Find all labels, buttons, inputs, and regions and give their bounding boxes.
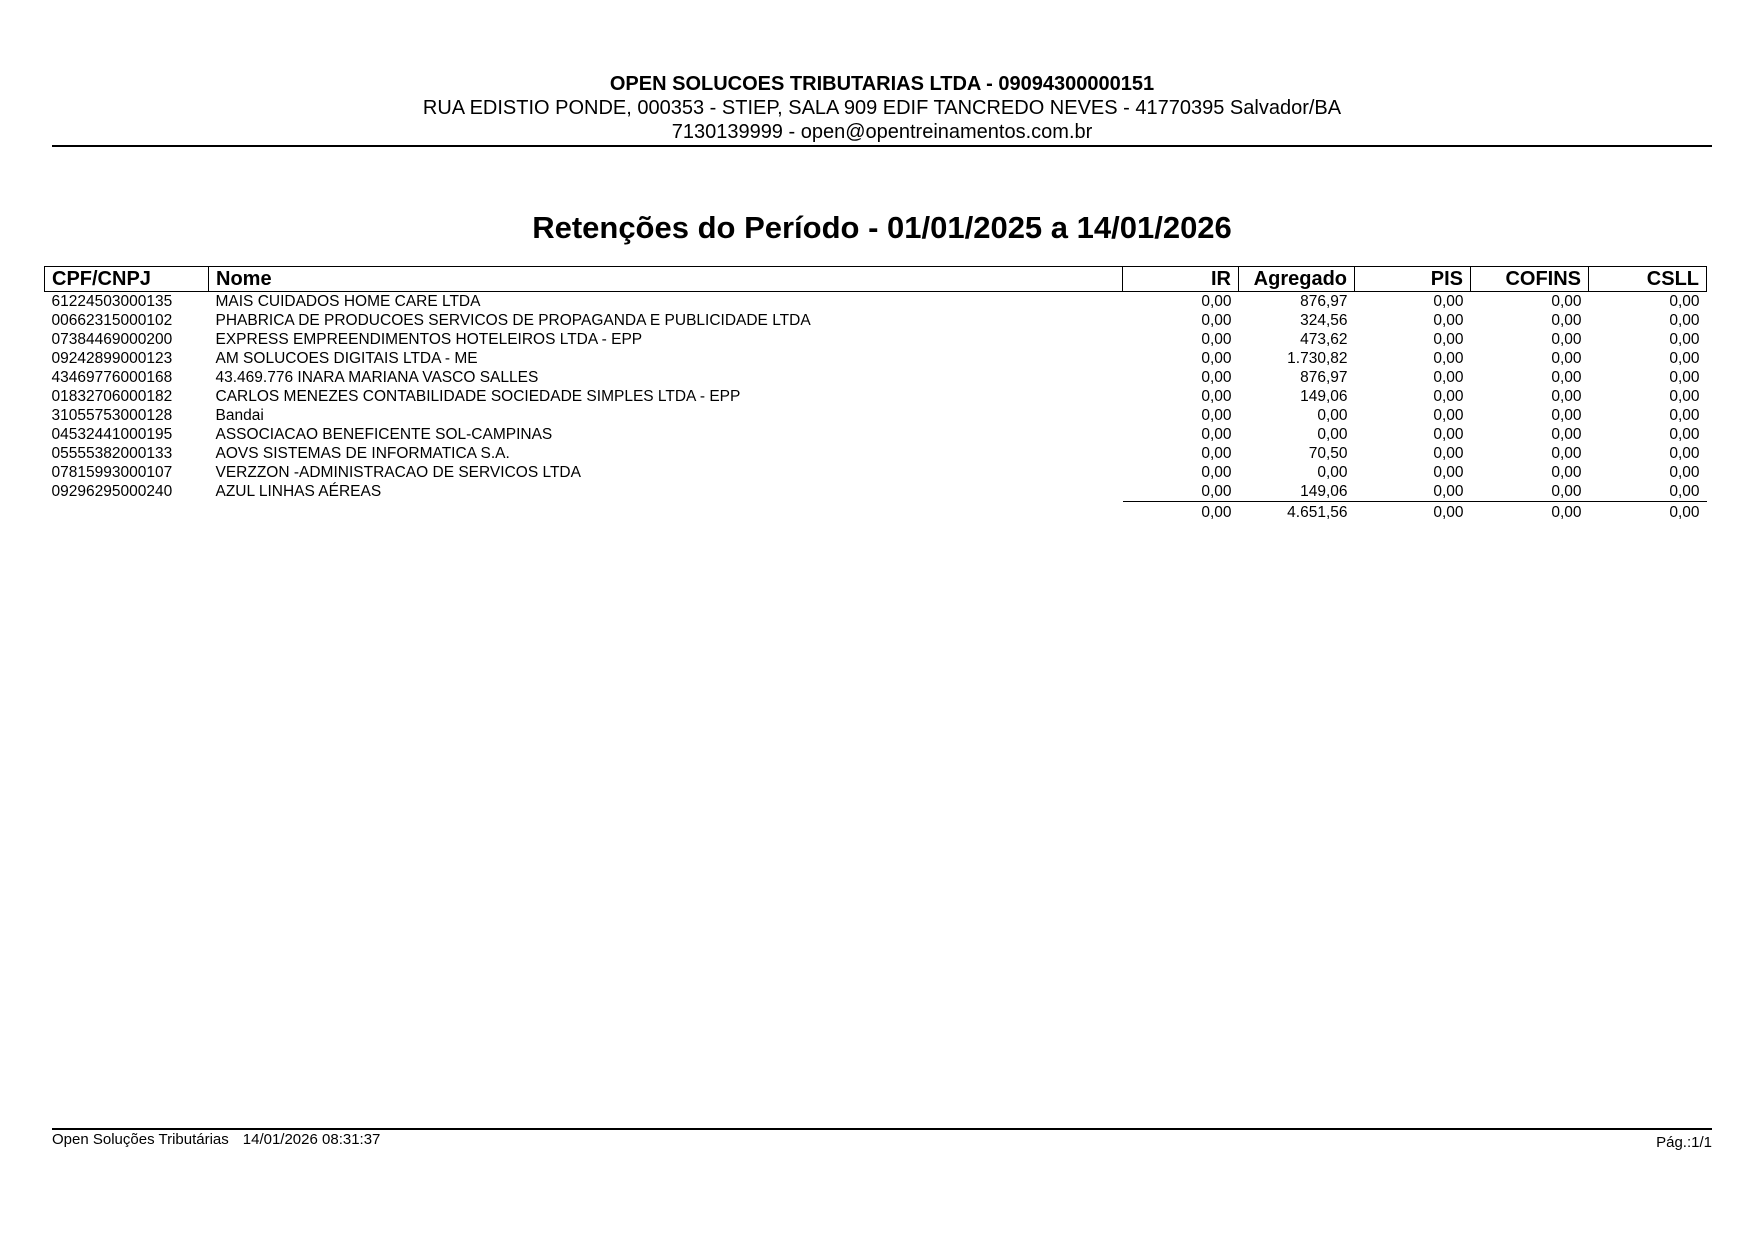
cell-nome: MAIS CUIDADOS HOME CARE LTDA bbox=[215, 293, 481, 310]
cell-csll: 0,00 bbox=[1669, 445, 1700, 462]
cell-cofins: 0,00 bbox=[1551, 369, 1582, 386]
cell-agregado: 876,97 bbox=[1300, 293, 1348, 310]
total-cofins: 0,00 bbox=[1551, 504, 1582, 521]
company-name: OPEN SOLUCOES TRIBUTARIAS LTDA - 09094300000151 bbox=[609, 73, 1155, 95]
cell-cofins: 0,00 bbox=[1551, 350, 1582, 367]
cell-ir: 0,00 bbox=[1123, 482, 1239, 502]
cell-nome: PHABRICA DE PRODUCOES SERVICOS DE PROPAGANDA E PUBLICIDADE LTDA bbox=[215, 312, 811, 329]
cell-csll: 0,00 bbox=[1669, 369, 1700, 386]
cell-agregado: 0,00 bbox=[1317, 407, 1348, 424]
table-row bbox=[45, 349, 1707, 368]
cell-ir: 0,00 bbox=[1201, 293, 1232, 310]
cell-ir: 0,00 bbox=[1201, 426, 1232, 443]
cell-pis: 0,00 bbox=[1433, 426, 1464, 443]
table-row bbox=[45, 330, 1707, 349]
cell-cpf-cnpj: 09296295000240 bbox=[51, 483, 173, 501]
cell-agregado: 70,50 bbox=[1308, 445, 1348, 462]
column-header-nome: Nome bbox=[209, 267, 1123, 292]
cell-ir: 0,00 bbox=[1201, 445, 1232, 462]
cell-nome: 43.469.776 INARA MARIANA VASCO SALLES bbox=[215, 369, 539, 386]
cell-cofins: 0,00 bbox=[1551, 331, 1582, 348]
cell-ir: 0,00 bbox=[1201, 388, 1232, 405]
table-header-row bbox=[45, 267, 1707, 292]
cell-csll: 0,00 bbox=[1669, 407, 1700, 424]
cell-nome: AZUL LINHAS AÉREAS bbox=[215, 483, 382, 501]
page-number: Pág.:1/1 bbox=[1656, 1134, 1712, 1151]
cell-agregado: 473,62 bbox=[1300, 331, 1348, 348]
report-title: Retenções do Período - 01/01/2025 a 14/01/2026 bbox=[532, 210, 1232, 245]
report-footer bbox=[52, 1131, 380, 1149]
cell-pis: 0,00 bbox=[1433, 388, 1464, 405]
cell-pis: 0,00 bbox=[1433, 407, 1464, 424]
company-address: RUA EDISTIO PONDE, 000353 - STIEP, SALA 909 EDIF TANCREDO NEVES - 41770395 Salvador/BA bbox=[422, 97, 1342, 119]
cell-cofins: 0,00 bbox=[1551, 388, 1582, 405]
cell-ir: 0,00 bbox=[1201, 369, 1232, 386]
cell-pis: 0,00 bbox=[1433, 464, 1464, 481]
cell-ir: 0,00 bbox=[1201, 312, 1232, 329]
table-row bbox=[45, 444, 1707, 463]
cell-ir: 0,00 bbox=[1201, 464, 1232, 481]
cell-cpf-cnpj: 07384469000200 bbox=[51, 331, 173, 348]
total-pis: 0,00 bbox=[1433, 504, 1464, 521]
cell-nome: Bandai bbox=[215, 407, 264, 424]
cell-agregado: 324,56 bbox=[1300, 312, 1348, 329]
table-row bbox=[45, 387, 1707, 406]
header-divider bbox=[52, 145, 1712, 147]
cell-agregado: 0,00 bbox=[1317, 464, 1348, 481]
cell-csll: 0,00 bbox=[1669, 350, 1700, 367]
cell-cofins: 0,00 bbox=[1551, 426, 1582, 443]
cell-cofins: 0,00 bbox=[1551, 464, 1582, 481]
cell-agregado: 0,00 bbox=[1317, 426, 1348, 443]
cell-cpf-cnpj: 31055753000128 bbox=[51, 407, 173, 424]
totals-spacer bbox=[209, 502, 1123, 523]
cell-nome: ASSOCIACAO BENEFICENTE SOL-CAMPINAS bbox=[215, 426, 553, 443]
cell-pis: 0,00 bbox=[1433, 293, 1464, 310]
table-row bbox=[45, 406, 1707, 425]
table-row bbox=[45, 482, 1707, 502]
table-row bbox=[45, 311, 1707, 330]
cell-cpf-cnpj: 07815993000107 bbox=[51, 464, 173, 481]
cell-agregado: 149,06 bbox=[1300, 388, 1348, 405]
cell-pis: 0,00 bbox=[1433, 312, 1464, 329]
column-header-agregado: Agregado bbox=[1239, 267, 1355, 292]
totals-row bbox=[45, 502, 1707, 523]
cell-pis: 0,00 bbox=[1433, 369, 1464, 386]
cell-csll: 0,00 bbox=[1669, 426, 1700, 443]
cell-csll: 0,00 bbox=[1669, 331, 1700, 348]
cell-nome: VERZZON -ADMINISTRACAO DE SERVICOS LTDA bbox=[215, 464, 581, 481]
cell-nome: AOVS SISTEMAS DE INFORMATICA S.A. bbox=[215, 445, 510, 462]
table-row bbox=[45, 463, 1707, 482]
cell-agregado: 149,06 bbox=[1239, 482, 1355, 502]
cell-cofins: 0,00 bbox=[1551, 312, 1582, 329]
cell-nome: CARLOS MENEZES CONTABILIDADE SOCIEDADE SIMPLES LTDA - EPP bbox=[215, 388, 741, 405]
cell-cpf-cnpj: 09242899000123 bbox=[51, 350, 173, 367]
cell-csll: 0,00 bbox=[1669, 312, 1700, 329]
column-header-pis: PIS bbox=[1355, 267, 1471, 292]
cell-cofins: 0,00 bbox=[1551, 407, 1582, 424]
company-contact: 7130139999 - open@opentreinamentos.com.br bbox=[671, 121, 1093, 143]
cell-ir: 0,00 bbox=[1201, 331, 1232, 348]
cell-csll: 0,00 bbox=[1589, 482, 1707, 502]
cell-nome: EXPRESS EMPREENDIMENTOS HOTELEIROS LTDA - EPP bbox=[215, 331, 643, 348]
cell-csll: 0,00 bbox=[1669, 388, 1700, 405]
totals-spacer bbox=[45, 502, 209, 523]
cell-pis: 0,00 bbox=[1433, 331, 1464, 348]
cell-ir: 0,00 bbox=[1201, 350, 1232, 367]
cell-cofins: 0,00 bbox=[1471, 482, 1589, 502]
cell-pis: 0,00 bbox=[1433, 445, 1464, 462]
cell-cpf-cnpj: 00662315000102 bbox=[51, 312, 173, 329]
footer-divider bbox=[52, 1128, 1712, 1130]
cell-cpf-cnpj: 04532441000195 bbox=[51, 426, 173, 443]
cell-cpf-cnpj: 05555382000133 bbox=[51, 445, 173, 462]
total-csll: 0,00 bbox=[1669, 504, 1700, 521]
table-row bbox=[45, 368, 1707, 387]
column-header-cofins: COFINS bbox=[1471, 267, 1589, 292]
cell-agregado: 876,97 bbox=[1300, 369, 1348, 386]
report-header bbox=[52, 72, 1712, 144]
cell-pis: 0,00 bbox=[1355, 482, 1471, 502]
column-header-csll: CSLL bbox=[1589, 267, 1707, 292]
column-header-cpf-cnpj: CPF/CNPJ bbox=[45, 267, 209, 292]
cell-cpf-cnpj: 43469776000168 bbox=[51, 369, 173, 386]
table-body bbox=[45, 292, 1707, 523]
cell-csll: 0,00 bbox=[1669, 464, 1700, 481]
cell-cofins: 0,00 bbox=[1551, 445, 1582, 462]
table-row bbox=[45, 425, 1707, 444]
cell-nome: AM SOLUCOES DIGITAIS LTDA - ME bbox=[215, 350, 478, 367]
column-header-ir: IR bbox=[1123, 267, 1239, 292]
cell-ir: 0,00 bbox=[1201, 407, 1232, 424]
retentions-table bbox=[44, 266, 1707, 522]
total-agregado: 4.651,56 bbox=[1287, 504, 1348, 521]
table-row bbox=[45, 292, 1707, 312]
cell-cofins: 0,00 bbox=[1551, 293, 1582, 310]
cell-cpf-cnpj: 61224503000135 bbox=[51, 293, 173, 310]
cell-pis: 0,00 bbox=[1433, 350, 1464, 367]
cell-csll: 0,00 bbox=[1669, 293, 1700, 310]
total-ir: 0,00 bbox=[1201, 504, 1232, 521]
cell-agregado: 1.730,82 bbox=[1287, 350, 1348, 367]
footer-system-name: Open Soluções Tributárias bbox=[52, 1131, 229, 1148]
cell-cpf-cnpj: 01832706000182 bbox=[51, 388, 173, 405]
footer-timestamp: 14/01/2026 08:31:37 bbox=[242, 1131, 381, 1148]
